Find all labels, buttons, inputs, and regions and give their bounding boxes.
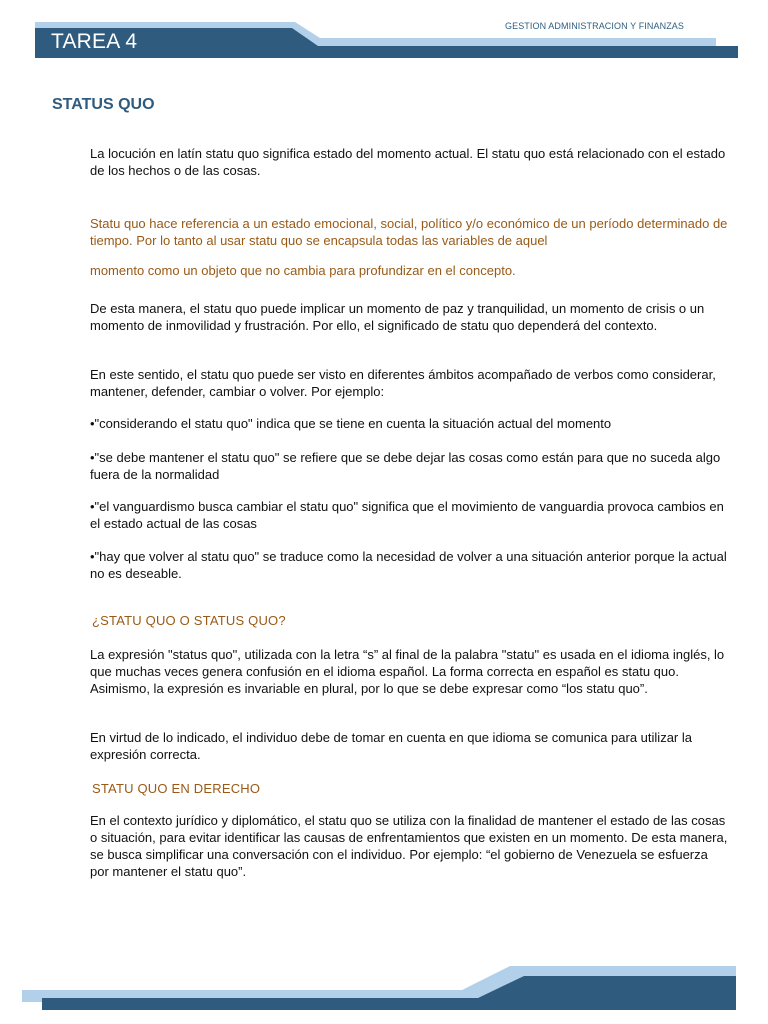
highlight-paragraph-continuation: momento como un objeto que no cambia para profundizar en el concepto. [90, 263, 516, 278]
intro-paragraph: La locución en latín statu quo significa estado del momento actual. El statu quo está relacionado con el estado de los hechos o de las cosas. [90, 146, 726, 178]
header-title: TAREA 4 [51, 30, 138, 53]
document-title: STATUS QUO [52, 96, 155, 113]
bullet-item-volver: •"hay que volver al statu quo" se traduce como la necesidad de volver a una situación anterior porque la actual no es deseable. [90, 549, 727, 581]
paragraph-de-esta-manera: De esta manera, el statu quo puede implicar un momento de paz y tranquilidad, un momento de crisis o un momento de inmovilidad y frustración. Por ello, el significado de statu quo dependerá del contexto. [90, 301, 705, 333]
section-heading-status-quo: ¿STATU QUO O STATUS QUO? [92, 613, 286, 628]
bullet-item-vanguardismo: •"el vanguardismo busca cambiar el statu quo" significa que el movimiento de vanguardia provoca cambios en el estado actual de las cosas [90, 499, 724, 531]
paragraph-derecho: En el contexto jurídico y diplomático, el statu quo se utiliza con la finalidad de mantener el estado de las cosas o situación, para evitar identificar las causas de enfrentamientos que existen en un momento. De esta manera, se busca simplificar una conversación con el individuo. Por ejemplo: “el gobierno de Venezuela se esfuerza por mantener el statu quo”. [90, 813, 728, 879]
paragraph-en-este-sentido: En este sentido, el statu quo puede ser visto en diferentes ámbitos acompañado de verbos como considerar, mantener, defender, cambiar o volver. Por ejemplo: [90, 367, 716, 399]
paragraph-expresion: La expresión "status quo", utilizada con la letra “s” al final de la palabra "statu" es usada en el idioma inglés, lo que muchas veces genera confusión en el idioma español. La forma correcta en español es statu quo. Asimismo, la expresión es invariable en plural, por lo que se debe expresar como “los statu quo”. [90, 647, 725, 696]
highlight-paragraph: Statu quo hace referencia a un estado emocional, social, político y/o económico de un período determinado de tiempo. Por lo tanto al usar statu quo se encapsula todas las variables de aquel [90, 216, 728, 248]
paragraph-en-virtud: En virtud de lo indicado, el individuo debe de tomar en cuenta en que idioma se comunica para utilizar la expresión correcta. [90, 730, 692, 762]
bullet-item-considerando: •"considerando el statu quo" indica que se tiene en cuenta la situación actual del momento [90, 416, 612, 431]
section-heading-derecho: STATU QUO EN DERECHO [92, 781, 261, 796]
footer-band [0, 960, 768, 1024]
header-subtitle: GESTION ADMINISTRACION Y FINANZAS [505, 21, 684, 31]
bullet-item-mantener: •"se debe mantener el statu quo" se refiere que se debe dejar las cosas como están para que no suceda algo fuera de la normalidad [90, 450, 721, 482]
